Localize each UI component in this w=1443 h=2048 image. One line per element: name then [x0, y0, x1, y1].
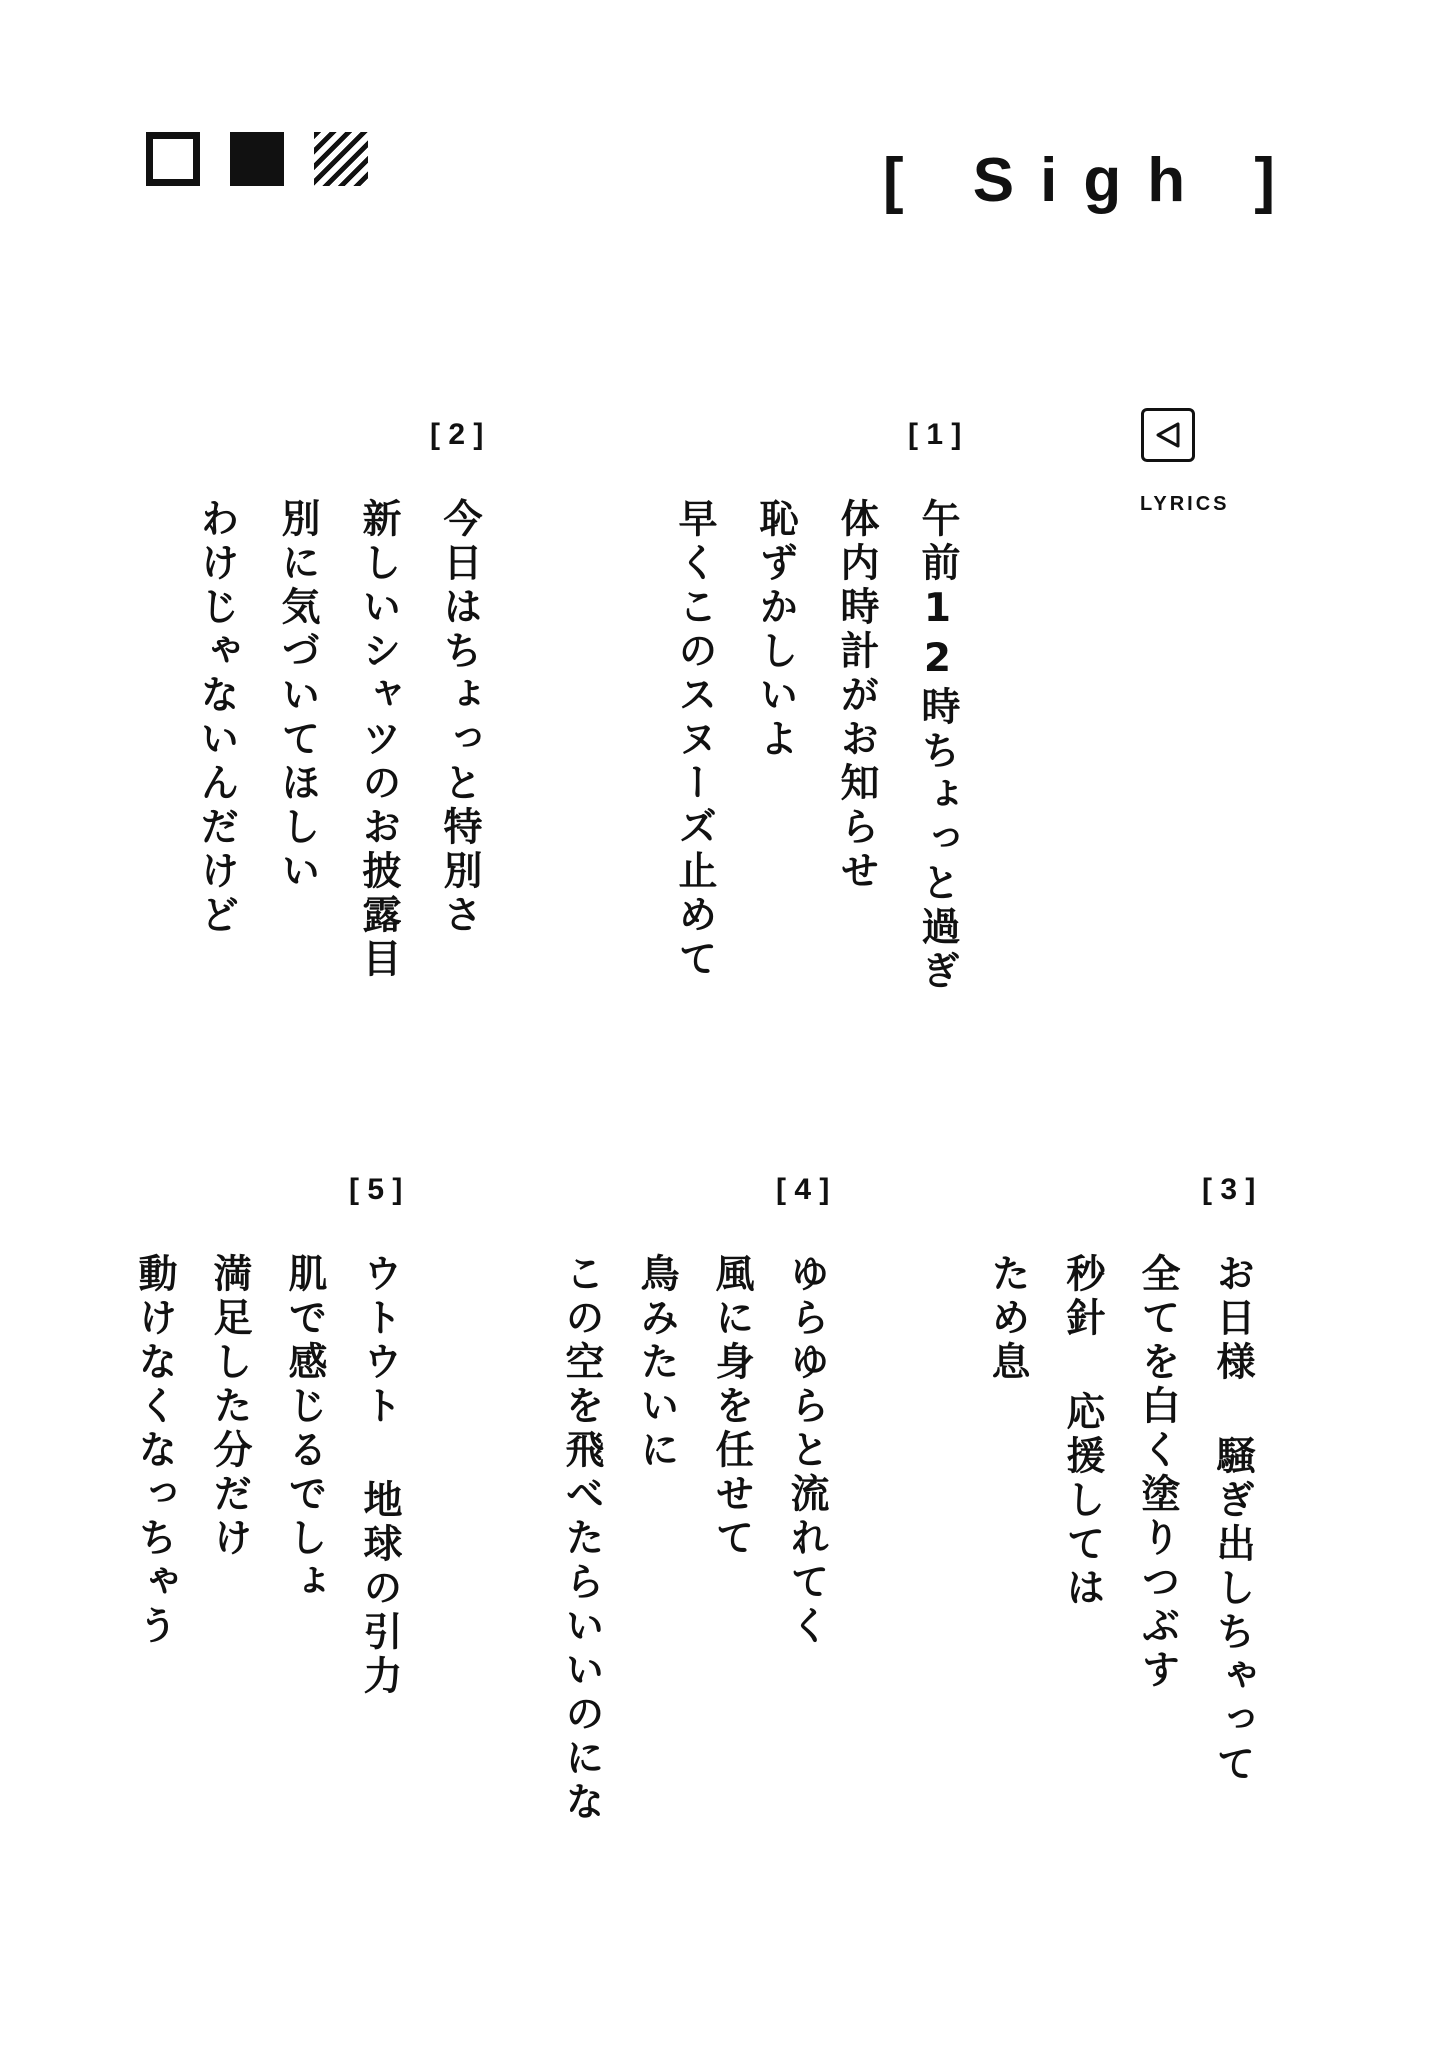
lyric-line: 動けなくなっちゃう: [132, 1253, 177, 1649]
verse-number: [ 5 ]: [349, 1173, 403, 1206]
lyric-line: 体内時計がお知らせ: [834, 498, 879, 894]
play-button[interactable]: [1141, 408, 1195, 462]
lyric-line: 満足した分だけ: [207, 1253, 252, 1561]
lyric-line: 全てを白く塗りつぶす: [1135, 1253, 1180, 1693]
verse-number: [ 1 ]: [908, 418, 962, 451]
lyric-line: わけじゃないんだけど: [194, 498, 239, 938]
lyric-line: 恥ずかしいよ: [753, 498, 798, 762]
lyric-line: 別に気づいてほしい: [275, 498, 320, 894]
lyric-line: ため息: [985, 1253, 1030, 1385]
lyric-line: 鳥みたいに: [634, 1253, 679, 1473]
outline-square-icon: [146, 132, 200, 186]
lyric-line: 今日はちょっと特別さ: [437, 498, 482, 938]
lyric-line: この空を飛べたらいいのにな: [559, 1253, 604, 1825]
play-left-triangle-icon: [1152, 419, 1184, 451]
lyric-line: 午前12時ちょっと過ぎ: [915, 498, 960, 994]
lyric-line: 肌で感じるでしょ: [282, 1253, 327, 1605]
filled-square-icon: [230, 132, 284, 186]
verse-number: [ 2 ]: [430, 418, 484, 451]
lyric-line: ウトウト 地球の引力: [357, 1253, 402, 1699]
lyric-line: 新しいシャツのお披露目: [356, 498, 401, 982]
hatched-square-icon: [314, 132, 368, 186]
lyric-line: 風に身を任せて: [709, 1253, 754, 1561]
lyric-line: ゆらゆらと流れてく: [784, 1253, 829, 1649]
lyric-line: 早くこのスヌーズ止めて: [672, 498, 717, 982]
lyrics-label: LYRICS: [1140, 493, 1230, 515]
decorative-squares: [146, 132, 368, 186]
lyric-line: 秒針 応援しては: [1060, 1253, 1105, 1611]
verse-number: [ 3 ]: [1202, 1173, 1256, 1206]
page-title: [ Sigh ]: [882, 146, 1301, 215]
lyric-line: お日様 騒ぎ出しちゃって: [1210, 1253, 1255, 1787]
verse-number: [ 4 ]: [776, 1173, 830, 1206]
